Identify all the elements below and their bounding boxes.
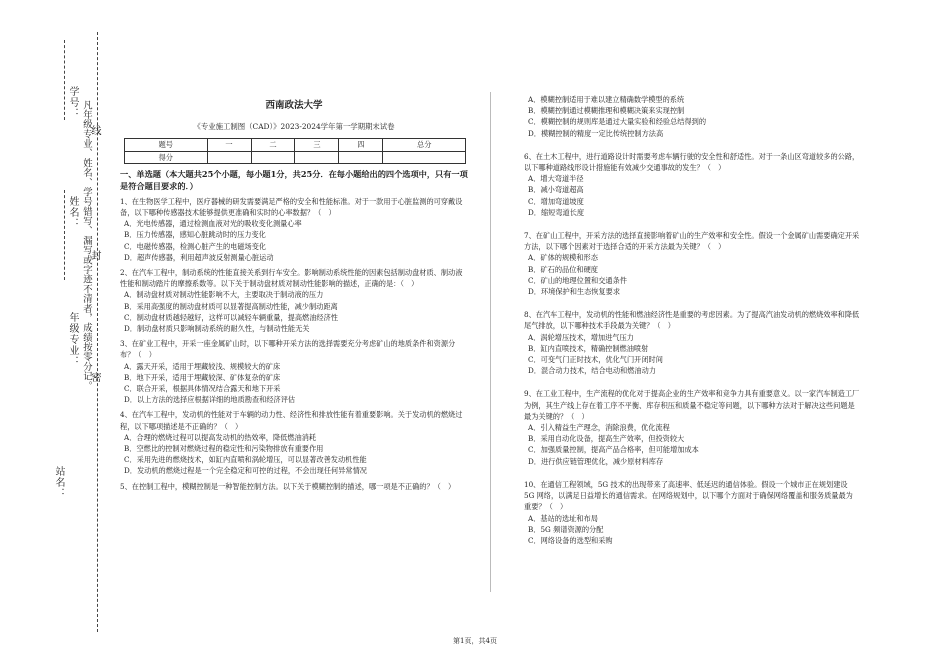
option: A．模糊控制适用于难以建立精确数学模型的系统: [528, 95, 685, 104]
score-cell: [295, 151, 339, 163]
question-8: [524, 309, 860, 376]
option: C．增加弯道坡度: [528, 196, 584, 206]
option: D．环境保护和生态恢复要求: [528, 287, 621, 297]
option: B．压力传感器，感知心脏跳动时的压力变化: [124, 230, 266, 240]
score-row-label: 得分: [125, 151, 208, 163]
option: C．加强质量控制，提高产品合格率，但可能增加成本: [528, 445, 699, 455]
option: A．制动盘材质对制动性能影响不大，主要取决于制动液的压力: [124, 290, 324, 300]
question-stem: 5、在控制工程中，模糊控制是一种智能控制方法。以下关于模糊控制的描述，哪一项是不正确的？（ ）: [120, 481, 456, 491]
question-stem: 4、在汽车工程中，发动机的性能对于车辆的动力性、经济性和排放性能有着重要影响。关于发动机的燃烧过程，以下哪项描述是不正确的？（ ）: [120, 410, 463, 431]
score-header-cell: 三: [295, 139, 339, 151]
option: B．模糊控制通过模糊推理和模糊决策来实现控制: [528, 106, 685, 116]
option: A．露天开采，适用于埋藏较浅、规模较大的矿床: [124, 361, 281, 371]
page-footer: 第1页，共4页: [453, 637, 497, 645]
score-table: [124, 138, 466, 163]
question-5-options: [524, 94, 860, 139]
question-stem: 10、在通信工程领域，5G 技术的出现带来了高速率、低延迟的通信体验。假设一个城市正在规划建设 5G 网络，以满足日益增长的通信需求。在网络规划中，以下哪个方面对于确保网络覆盖和服务质量最为重要？（ ）: [524, 479, 853, 512]
exam-subtitle: 《专业施工制图（CAD）》2023-2024学年第一学期期末试卷: [193, 122, 395, 132]
seal-char-3: 密: [89, 372, 100, 383]
score-cell: [339, 151, 383, 163]
option: C．网络设备的选型和采购: [528, 535, 613, 545]
option: A．增大弯道半径: [528, 174, 584, 184]
question-stem: 9、在工业工程中，生产流程的优化对于提高企业的生产效率和竞争力具有重要意义。以一家汽车制造工厂为例，其生产线上存在着工序不平衡、库存积压和质量不稳定等问题，以下哪种方法对于解决这些问题是最为关键的？（ ）: [524, 389, 860, 421]
option: B．地下开采，适用于埋藏较深、矿体复杂的矿床: [124, 372, 281, 382]
option: D．缩短弯道长度: [528, 207, 585, 217]
score-table-header-row: [125, 139, 466, 151]
column-divider: [490, 92, 491, 592]
question-stem: 3、在矿业工程中，开采一座金属矿山时，以下哪种开采方法的选择需要充分考虑矿山的地质条件和资源分布？（ ）: [120, 339, 456, 360]
option: C．采用先进的燃烧技术，如缸内直喷和涡轮增压，可以显著改善发动机性能: [124, 455, 367, 465]
score-header-cell: 四: [339, 139, 383, 151]
option: A．引入精益生产理念，消除浪费，优化流程: [528, 423, 670, 433]
name-label: 姓名：: [67, 196, 78, 229]
option: D．制动盘材质只影响制动系统的耐久性，与制动性能无关: [124, 324, 310, 334]
question-stem: 7、在矿山工程中，开采方法的选择直接影响着矿山的生产效率和安全性。假设一个金属矿山需要确定开采方法，以下哪个因素对于选择合适的开采方法最为关键？（ ）: [524, 231, 860, 252]
option: A．基站的选址和布局: [528, 513, 598, 523]
score-cell: [251, 151, 295, 163]
option: B．空燃比的控制对燃烧过程的稳定性和污染物排放有重要作用: [124, 444, 324, 454]
question-7: [524, 230, 860, 297]
student-id-label: 学号：: [67, 86, 78, 119]
option: C．矿山的地理位置和交通条件: [528, 275, 627, 285]
score-cell: [207, 151, 251, 163]
option: B．5G 频谱资源的分配: [528, 524, 604, 534]
option: C．可变气门正时技术，优化气门开闭时间: [528, 355, 663, 365]
seal-char-1: 线: [89, 125, 100, 136]
score-table-score-row: [125, 151, 466, 163]
question-3: [120, 338, 468, 405]
option: C．制动盘材质越轻越好，这样可以减轻车辆重量，提高燃油经济性: [124, 312, 338, 322]
question-4: [120, 409, 468, 476]
option: A．矿体的规模和形态: [528, 253, 598, 263]
score-header-cell: 一: [207, 139, 251, 151]
option: D．以上方法的选择应根据详细的地质勘查和经济评估: [124, 395, 296, 405]
right-column: [524, 94, 860, 546]
option: B．采用自动化设备，提高生产效率，但投资较大: [528, 434, 685, 444]
option: B．采用高强度的制动盘材质可以显著提高制动性能，减少制动距离: [124, 301, 338, 311]
left-column: [120, 92, 468, 492]
option: A．光电传感器，通过检测血液对光的吸收变化测量心率: [124, 219, 302, 229]
score-header-cell: 二: [251, 139, 295, 151]
option: D．混合动力技术，结合电动和燃油动力: [528, 366, 656, 376]
option: D．模糊控制的精度一定比传统控制方法高: [528, 128, 664, 138]
option: B．缸内直喷技术，精确控制燃油喷射: [528, 343, 649, 353]
sidebar-instruction: 凡年级专业、姓名、学号错写、漏写或字迹不清者，成绩按零分记。: [81, 100, 92, 391]
section-heading: 一、单选题（本大题共25个小题，每小题1分，共25分．在每小题给出的四个选项中，只有一项是符合题目要求的．）: [120, 168, 468, 191]
option: C．电磁传感器，检测心脏产生的电磁场变化: [124, 241, 267, 251]
option: C．联合开采，根据具体情况结合露天和地下开采: [124, 384, 281, 394]
question-stem: 6、在土木工程中，进行道路设计时需要考虑车辆行驶的安全性和舒适性。对于一条山区弯道较多的公路，以下哪种道路线形设计措施能有效减少交通事故的发生？（ ）: [524, 151, 860, 173]
binding-sidebar: [0, 0, 110, 672]
question-10: [524, 479, 860, 546]
option: D．进行供应链管理优化，减少原材料库存: [528, 456, 664, 466]
grade-major-label: 年级专业：: [67, 312, 78, 367]
option: C．模糊控制的规则库是通过大量实验和经验总结得到的: [528, 117, 707, 127]
question-stem: 8、在汽车工程中，发动机的性能和燃油经济性是重要的考虑因素。为了提高汽油发动机的燃烧效率和降低尾气排放，以下哪种技术手段最为关键？（ ）: [524, 310, 860, 331]
university-title: 西南政法大学: [265, 100, 323, 111]
dashed-seal-line: [97, 32, 98, 632]
exam-center-label: 站名：: [53, 466, 64, 499]
student-id-underline: [64, 40, 65, 120]
score-header-cell: 题号: [125, 139, 208, 151]
score-header-cell: 总分: [383, 139, 466, 151]
seal-char-2: 封: [89, 250, 100, 261]
option: B．矿石的品位和硬度: [528, 264, 598, 274]
question-stem: 2、在汽车工程中，制动系统的性能直接关系到行车安全。影响制动系统性能的因素包括制动盘材质、制动液性能和制动踏片的摩擦系数等。以下关于制动盘材质对制动性能影响的描述，正确的是：（ ）: [120, 268, 463, 289]
option: A．合理的燃烧过程可以提高发动机的热效率，降低燃油消耗: [124, 432, 317, 442]
question-5: [120, 481, 468, 492]
question-2: [120, 267, 468, 334]
option: B．减小弯道超高: [528, 185, 584, 195]
question-1: [120, 196, 468, 263]
option: D．超声传感器，利用超声波反射测量心脏运动: [124, 252, 274, 262]
question-9: [524, 388, 860, 466]
score-cell: [383, 151, 466, 163]
question-stem: 1、在生物医学工程中，医疗器械的研发需要满足严格的安全和性能标准。对于一款用于心脏监测的可穿戴设备，以下哪种传感器技术能够提供更准确和实时的心率数据？（ ）: [120, 196, 463, 218]
name-underline: [64, 190, 65, 280]
question-6: [524, 151, 860, 218]
option: A．涡轮增压技术，增加进气压力: [528, 332, 634, 342]
option: D．发动机的燃烧过程是一个完全稳定和可控的过程，不会出现任何异常情况: [124, 466, 367, 476]
